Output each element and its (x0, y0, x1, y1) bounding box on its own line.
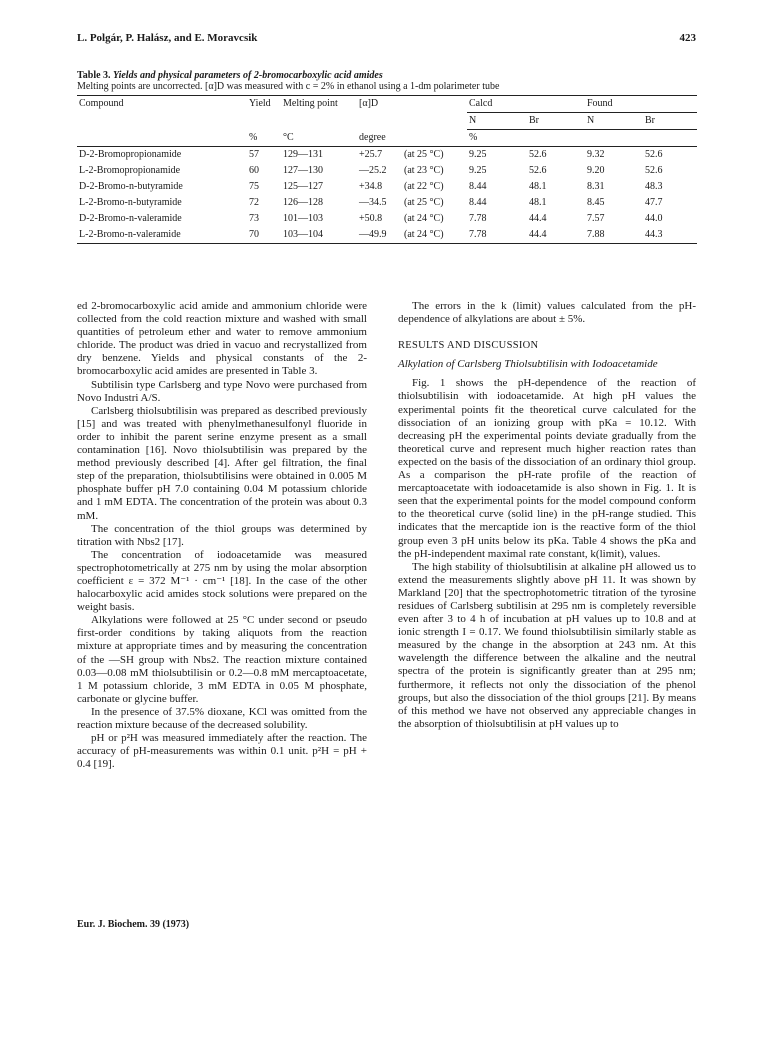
paragraph: The concentration of iodoacetamide was measured spectrophotometrically at 275 nm by using the molar absorption coefficient ε = 372 M⁻¹ · cm⁻¹ [18]. In the case of the other halocarboxylic acid amides stock solutions were prepared on the weight basis. (77, 548, 367, 614)
table-cell-mp: 129—131 (283, 149, 323, 160)
table-cell-calcd-n: 7.78 (467, 227, 527, 244)
table-cell-found-n: 7.88 (585, 227, 643, 244)
table-cell-yield: 73 (249, 213, 259, 224)
table-cell-temp: (at 25 °C) (404, 197, 444, 208)
col-calcd: Calcd (467, 96, 585, 113)
table-units-row (77, 130, 697, 147)
col-melting-point: Melting point (281, 96, 357, 113)
table-cell-calcd-br: 52.6 (529, 165, 547, 176)
table-row (77, 147, 697, 164)
table-label: Table 3. (77, 70, 111, 81)
paragraph: ed 2-bromocarboxylic acid amide and ammonium chloride were collected from the cold reaction mixture and washed with small quantities of petroleum ether and water to remove ammonium chloride. The product was dried in vacuo and recrystallized from dry benzene. Yields and physical constants of the 2-bromocarboxylic acid amides are presented in Table 3. (77, 300, 367, 378)
table-cell-compound: D-2-Bromopropionamide (79, 149, 182, 160)
section-title: RESULTS AND DISCUSSION (398, 340, 539, 352)
table-cell-calcd-br: 52.6 (529, 149, 547, 160)
table-row (77, 227, 697, 244)
table-cell-calcd-n: 8.44 (469, 181, 487, 192)
table-cell-found-br: 44.0 (645, 213, 663, 224)
table-cell-yield: 72 (249, 197, 259, 208)
table-header-row (77, 96, 697, 113)
table-cell-calcd-br: 48.1 (529, 181, 547, 192)
table-cell-yield: 57 (249, 149, 259, 160)
left-text-column (77, 300, 367, 771)
table-row (77, 211, 697, 227)
table-cell-mp: 126—128 (283, 197, 323, 208)
table-cell-alpha: +25.7 (359, 149, 383, 160)
table-body (77, 147, 697, 244)
table-cell-found-br: 52.6 (645, 149, 663, 160)
col-found-n: N (585, 113, 643, 130)
table-cell-calcd-n: 9.25 (469, 165, 487, 176)
table-cell-found-n: 9.32 (587, 149, 605, 160)
unit-alpha: degree (357, 130, 402, 147)
table-cell-calcd-n: 8.44 (469, 197, 487, 208)
table-cell-temp: (at 25 °C) (404, 149, 444, 160)
table-caption (77, 70, 697, 92)
col-calcd-br: Br (527, 113, 585, 130)
table-3 (77, 95, 697, 244)
page-number: 423 (679, 32, 696, 44)
col-calcd-n: N (467, 113, 527, 130)
table-cell-compound: D-2-Bromo-n-valeramide (79, 213, 182, 224)
table-cell-alpha: —25.2 (359, 165, 387, 176)
col-found: Found (585, 96, 697, 113)
table-cell-calcd-n: 7.78 (469, 213, 487, 224)
table-cell-calcd-br: 44.4 (529, 213, 547, 224)
unit-melting-point: °C (281, 130, 357, 147)
table-cell-alpha: +34.8 (359, 181, 383, 192)
table-cell-compound: L-2-Bromo-n-valeramide (77, 227, 247, 244)
paragraph: Fig. 1 shows the pH-dependence of the reaction of thiolsubtilisin with iodoacetamide. At high pH values the experimental points fit the theoretical curve calculated for the dissociation of an ionizing group with pKa = 10.12. With decreasing pH the experimental points deviate gradually from the theoretical curve and represent much higher reaction rates than expected on the basis of the dissociation of an ordinary thiol group. As a comparison the pH-rate profile of the reaction of mercaptoacetate with iodoacetamide is also shown in Fig. 1. It is seen that the experimental points for the model compound conform to the theoretical curve (solid line) in the pH-range studied. This indicates that the mercaptide ion is the reactive form of the thiol group even 3 pH units below its pKa. Table 4 shows the pKa and the pH-independent maximal rate constant, k(limit), values. (398, 377, 696, 560)
table-cell-calcd-br: 48.1 (529, 197, 547, 208)
table-row (77, 195, 697, 211)
unit-yield: % (247, 130, 281, 147)
table-cell-found-br: 52.6 (645, 165, 663, 176)
table-cell-yield: 75 (249, 181, 259, 192)
col-compound: Compound (77, 96, 247, 113)
paragraph: Subtilisin type Carlsberg and type Novo were purchased from Novo Industri A/S. (77, 378, 367, 404)
table-cell-mp: 101—103 (283, 213, 323, 224)
table-cell-yield: 60 (249, 165, 259, 176)
table-cell-found-n: 8.31 (587, 181, 605, 192)
table-cell-alpha: +50.8 (359, 213, 383, 224)
paragraph: Alkylations were followed at 25 °C under second or pseudo first-order conditions by taking aliquots from the reaction mixture at appropriate times and by measuring the concentration of the —SH group with Nbs2. The reaction mixture contained 0.03—0.08 mM thiolsubtilisin or 0.2—0.8 mM mercaptoacetate, 1 M potassium chloride, 3 mM EDTA in 0.05 M phosphate, carbonate or glycine buffer. (77, 614, 367, 705)
table-cell-yield: 70 (247, 227, 281, 244)
table-cell-temp: (at 22 °C) (404, 181, 444, 192)
table-cell-temp: (at 24 °C) (404, 213, 444, 224)
table-cell-compound: L-2-Bromo-n-butyramide (79, 197, 182, 208)
col-yield: Yield (247, 96, 281, 113)
table-cell-mp: 103—104 (281, 227, 357, 244)
table-cell-compound: L-2-Bromopropionamide (79, 165, 181, 176)
table-cell-temp: (at 23 °C) (404, 165, 444, 176)
table-cell-found-n: 9.20 (587, 165, 605, 176)
paragraph: In the presence of 37.5% dioxane, KCl was omitted from the reaction mixture because of the decreased solubility. (77, 705, 367, 731)
paragraph: The high stability of thiolsubtilisin at alkaline pH allowed us to extend the measurements slightly above pH 11. It was shown by Markland [20] that the spectrophotometric titration of the tyrosine residues of Carlsberg subtilisin at 295 nm is completely reversible even after 3 to 4 h of incubation at pH values up to 10.8 and at ionic strength I = 0.17. We found thiolsubtilisin similarly stable as measured by the change in the absorption at 243 nm. At this wavelength the difference between the alkaline and the neutral spectra of the protein is significantly greater than at 295 nm; furthermore, it reflects not only the dissociation of the phenol groups, but also the dissociation of the thiol groups [21]. By means of this method we have not observed any appreciable changes in the absorption of thiolsubtilisin at pH values up to (398, 560, 696, 730)
table-cell-temp: (at 24 °C) (402, 227, 467, 244)
journal-footer: Eur. J. Biochem. 39 (1973) (77, 919, 190, 930)
table-cell-calcd-n: 9.25 (469, 149, 487, 160)
table-cell-found-n: 7.57 (587, 213, 605, 224)
running-header-authors: L. Polgár, P. Halász, and E. Moravcsik (77, 32, 258, 44)
table-cell-found-br: 48.3 (645, 181, 663, 192)
table-row (77, 163, 697, 179)
subsection-title: Alkylation of Carlsberg Thiolsubtilisin with Iodoacetamide (398, 358, 658, 371)
table-title: Yields and physical parameters of 2-bromocarboxylic acid amides (113, 70, 383, 81)
table-subheader-row (77, 113, 697, 130)
paragraph: The errors in the k (limit) values calculated from the pH-dependence of alkylations are about ± 5%. (398, 300, 696, 326)
unit-calcd: % (467, 130, 527, 147)
table-cell-found-br: 44.3 (643, 227, 697, 244)
table-row (77, 179, 697, 195)
col-found-br: Br (643, 113, 697, 130)
paragraph: The concentration of the thiol groups was determined by titration with Nbs2 [17]. (77, 522, 367, 548)
table-cell-found-br: 47.7 (645, 197, 663, 208)
table-cell-calcd-br: 44.4 (527, 227, 585, 244)
table-cell-mp: 127—130 (283, 165, 323, 176)
paragraph: Carlsberg thiolsubtilisin was prepared as described previously [15] and was treated with phenylmethanesulfonyl fluoride in order to inhibit the parent serine enzyme present as a small contamination [16]. Novo thiolsubtilisin was prepared by the method previously described [4]. After gel filtration, the final step of the preparation, thiolsubtilisins were obtained in 0.005 M phosphate buffer pH 7.0 containing 0.04 M potassium chloride and 1 mM EDTA. The concentration of the protein was about 0.3 mM. (77, 404, 367, 522)
table-cell-mp: 125—127 (283, 181, 323, 192)
table-cell-found-n: 8.45 (587, 197, 605, 208)
table-cell-alpha: —34.5 (359, 197, 387, 208)
paragraph: pH or p²H was measured immediately after the reaction. The accuracy of pH-measurements was within 0.1 unit. p²H = pH + 0.4 [19]. (77, 732, 367, 771)
table-note: Melting points are uncorrected. [α]D was measured with c = 2% in ethanol using a 1-dm polarimeter tube (77, 81, 500, 92)
table-cell-alpha: —49.9 (357, 227, 402, 244)
right-text-column (398, 300, 696, 731)
col-alpha: [α]D (357, 96, 402, 113)
table-cell-compound: D-2-Bromo-n-butyramide (79, 181, 183, 192)
